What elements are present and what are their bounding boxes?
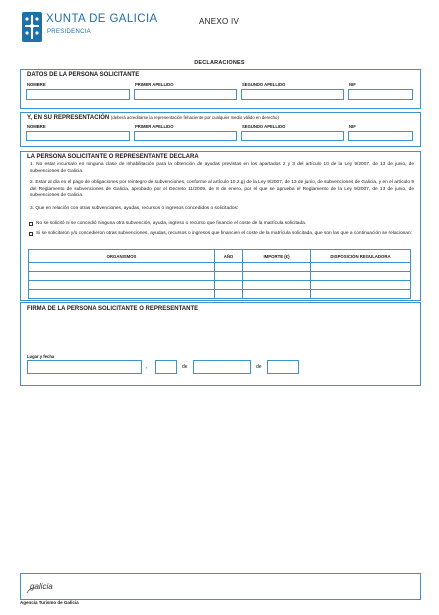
table-cell[interactable] (215, 281, 243, 290)
table-cell[interactable] (29, 290, 215, 299)
table-header-row (29, 250, 411, 263)
table-row (29, 272, 411, 281)
representative-surname1-label: PRIMER APELLIDO (135, 124, 174, 129)
representative-nif-label: NIF (349, 124, 356, 129)
table-cell[interactable] (311, 281, 411, 290)
table-cell[interactable] (215, 290, 243, 299)
representative-section-title: Y, EN SU REPRESENTACIÓN (deberá acreditarse la representación fehaciente por cualquier medio válido en derecho) (27, 115, 279, 121)
place-date-label: Lugar y fecha (27, 354, 55, 359)
option-others-checkbox[interactable] (29, 232, 33, 236)
col-year: AÑO (215, 250, 243, 263)
applicant-surname2-label: SEGUNDO APELLIDO (242, 82, 286, 87)
representative-name-label: NOMBRE (27, 124, 46, 129)
xunta-logo (22, 12, 162, 48)
table-cell[interactable] (243, 263, 311, 272)
representative-name-field[interactable] (26, 131, 130, 141)
table-cell[interactable] (311, 272, 411, 281)
agency-name: Agencia Turismo de Galicia (20, 600, 79, 605)
logo-subtext: PRESIDENCIA (47, 29, 91, 35)
applicant-surname2-field[interactable] (241, 89, 344, 100)
declaration-paragraph-3: 3. Que en relación con otras subvenciones, ayudas, recursos o ingresos concedidos o solicitados: (30, 206, 239, 211)
col-organisms: ORGANISMOS (29, 250, 215, 263)
table-cell[interactable] (243, 272, 311, 281)
de-separator-1: de (182, 364, 188, 370)
xunta-emblem-icon (22, 12, 42, 42)
table-cell[interactable] (29, 263, 215, 272)
table-cell[interactable] (215, 272, 243, 281)
declaration-paragraph-2: 2. Estar al día en el pago de obligaciones por reintegro de subvenciones, conforme al artículo 10.2.g) de la Ley 9/2007, de 13 de junio, de subvenciones de Galicia, y en el artículo 9 del Reglamento de subvenciones de Galicia, aprobado por el Decreto 11/2009, de 8 de enero, por el que se aprueba el Reglamento de la Ley 9/2007, de 13 de junio, de subvenciones de Galicia. (30, 180, 414, 199)
option-others-label: Si se solicitaron y/o concedieron otras subvenciones, ayudas, recursos o ingresos que financien el coste de la matrícula solicitada, que son las que a continuación se relacionan: (36, 231, 412, 236)
galicia-logo-text: galicia (30, 582, 53, 591)
signature-section-title: FIRMA DE LA PERSONA SOLICITANTE O REPRESENTANTE (27, 306, 199, 312)
table-cell[interactable] (243, 281, 311, 290)
comma-separator: , (146, 364, 148, 370)
applicant-section-title: DATOS DE LA PERSONA SOLICITANTE (27, 72, 140, 78)
table-row (29, 281, 411, 290)
col-amount: IMPORTE (€) (243, 250, 311, 263)
annex-label: ANEXO IV (199, 17, 240, 26)
place-field[interactable] (27, 360, 142, 374)
option-none-label: No se solicitó ni se concedió ninguna otra subvención, ayuda, ingreso o recurso que financie el coste de la matrícula solicitada. (36, 221, 307, 226)
document-title: DECLARACIONES (194, 60, 245, 66)
declares-section-title: LA PERSONA SOLICITANTE O REPRESENTANTE DECLARA (27, 154, 199, 160)
day-field[interactable] (155, 360, 177, 374)
applicant-surname1-field[interactable] (134, 89, 237, 100)
representative-surname2-field[interactable] (241, 131, 344, 141)
subsidies-table (28, 249, 411, 299)
representative-surname1-field[interactable] (134, 131, 237, 141)
representative-nif-field[interactable] (348, 131, 413, 141)
year-field[interactable] (267, 360, 299, 374)
logo-text: XUNTA DE GALICIA (46, 13, 158, 25)
table-cell[interactable] (29, 272, 215, 281)
applicant-nif-label: NIF (349, 82, 356, 87)
footer-box (20, 573, 421, 600)
option-none-checkbox[interactable] (29, 222, 33, 226)
table-row (29, 290, 411, 299)
table-cell[interactable] (29, 281, 215, 290)
applicant-name-field[interactable] (26, 89, 130, 100)
table-cell[interactable] (243, 290, 311, 299)
applicant-nif-field[interactable] (348, 89, 413, 100)
representative-surname2-label: SEGUNDO APELLIDO (242, 124, 286, 129)
month-field[interactable] (193, 360, 251, 374)
applicant-surname1-label: PRIMER APELLIDO (135, 82, 174, 87)
table-row (29, 263, 411, 272)
col-regulation: DISPOSICIÓN REGULADORA (311, 250, 411, 263)
declaration-paragraph-1: 1. No estar incursa/o en ninguna clase de inhabilitación para la obtención de ayudas previstas en los apartados 2 y 3 del artículo 10 de la Ley 9/2007, de 13 de junio, de subvenciones de Galicia. (30, 162, 414, 174)
applicant-section (20, 69, 421, 109)
table-cell[interactable] (311, 290, 411, 299)
de-separator-2: de (256, 364, 262, 370)
table-cell[interactable] (215, 263, 243, 272)
table-cell[interactable] (311, 263, 411, 272)
applicant-name-label: NOMBRE (27, 82, 46, 87)
representative-section (20, 112, 421, 147)
representative-note: (deberá acreditarse la representación fehaciente por cualquier medio válido en derecho) (110, 115, 279, 120)
